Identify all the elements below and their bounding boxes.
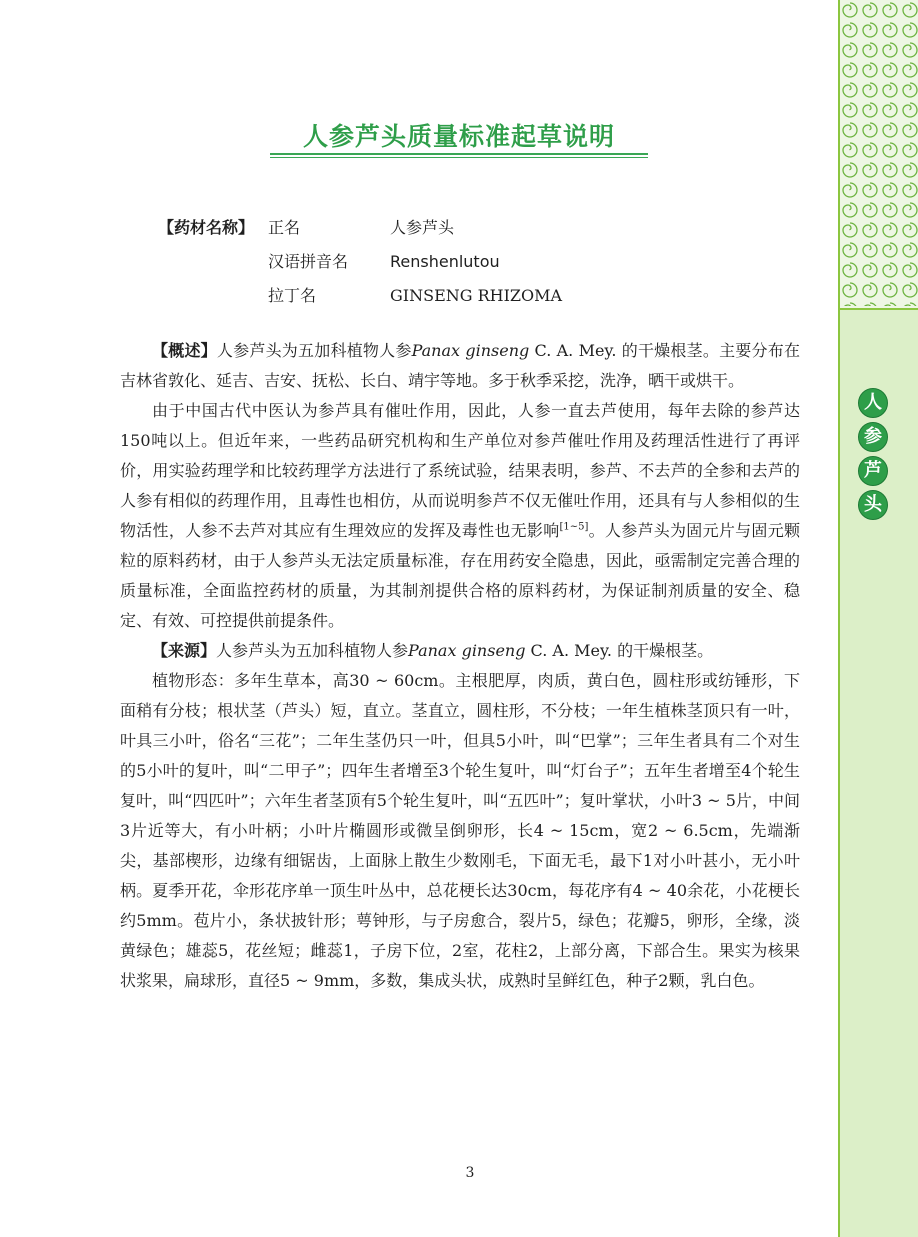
- latin-name: Panax ginseng: [411, 341, 530, 360]
- source-tag: 【来源】: [152, 641, 217, 660]
- name-label: 汉语拼音名: [268, 252, 349, 271]
- history-text: 由于中国古代中医认为参芦具有催吐作用，因此，人参一直去芦使用，每年去除的参芦达150吨以上。但近年来，一些药品研究机构和生产单位对参芦催吐作用及药理活性进行了再评价，用实验药理学和比较药理学方法进行了系统试验，结果表明，参芦、不去芦的全参和去芦的人参有相似的药理作用，且毒性也相仿，从而说明参芦不仅无催吐作用，还具有与人参相似的生物活性，人参不去芦对其应有生理效应的发挥及毒性也无影响: [120, 401, 800, 540]
- side-title: [858, 388, 888, 524]
- history-text-cont: 。人参芦头为固元片与固元颗粒的原料药材，由于人参芦头无法定质量标准，存在用药安全隐患，因此，亟需制定完善合理的质量标准，全面监控药材的质量，为其制剂提供合格的原料药材，为保证制剂质量的安全、稳定、有效、可控提供前提条件。: [120, 521, 800, 630]
- side-title-char: 人: [858, 388, 888, 418]
- side-band: [838, 0, 918, 1237]
- source-text-cont: C. A. Mey. 的干燥根茎。: [525, 641, 714, 660]
- name-label: 拉丁名: [268, 286, 317, 305]
- body-text: [120, 336, 800, 996]
- name-value: GINSENG RHIZOMA: [390, 286, 563, 305]
- side-title-char: 头: [858, 490, 888, 520]
- title-underline-thin: [270, 157, 648, 158]
- overview-text: 人参芦头为五加科植物人参: [216, 341, 412, 360]
- name-value: 人参芦头: [390, 218, 455, 237]
- history-paragraph: [120, 396, 800, 636]
- side-title-char: 芦: [858, 456, 888, 486]
- side-title-char: 参: [858, 422, 888, 452]
- reference-mark: [1~5]: [559, 521, 589, 533]
- page-title: 人参芦头质量标准起草说明: [302, 122, 615, 151]
- source-text: 人参芦头为五加科植物人参: [216, 641, 409, 660]
- overview-paragraph: [120, 336, 800, 396]
- latin-name: Panax ginseng: [408, 641, 526, 660]
- name-label: 正名: [268, 218, 301, 237]
- morphology-paragraph: 植物形态：多年生草本，高30 ~ 60cm。主根肥厚，肉质，黄白色，圆柱形或纺锤形，下面稍有分枝；根状茎（芦头）短，直立。茎直立，圆柱形，不分枝；一年生植株茎顶只有一叶，叶具三小叶，俗名“三花”；二年生茎仍只一叶，但具5小叶，叫“巴掌”；三年生者具有二个对生的5小叶的复叶，叫“二甲子”；四年生者增至3个轮生复叶，叫“灯台子”；五年生者增至4个轮生复叶，叫“四匹叶”；六年生者茎顶有5个轮生复叶，叫“五匹叶”；复叶掌状，小叶3 ~ 5片，中间3片近等大，有小叶柄；小叶片椭圆形或微呈倒卵形，长4 ~ 15cm，宽2 ~ 6.5cm，先端渐尖，基部楔形，边缘有细锯齿，上面脉上散生少数刚毛，下面无毛，最下1对小叶甚小，无小叶柄。夏季开花，伞形花序单一顶生叶丛中，总花梗长达30cm，每花序有4 ~ 40余花，小花梗长约5mm。苞片小，条状披针形；萼钟形，与子房愈合，裂片5，绿色；花瓣5，卵形，全缘，淡黄绿色；雄蕊5，花丝短；雌蕊1，子房下位，2室，花柱2，上部分离，下部合生。果实为核果状浆果，扁球形，直径5 ~ 9mm，多数，集成头状，成熟时呈鲜红色，种子2颗，乳白色。: [120, 671, 800, 990]
- swirl-pattern-icon: [840, 0, 918, 310]
- name-section-heading: 【药材名称】: [158, 218, 255, 237]
- overview-tag: 【概述】: [152, 341, 217, 360]
- source-paragraph: [120, 636, 800, 666]
- overview-text-cont: C. A. Mey. 的干燥根茎。主要分布在吉林省敦化、延吉、吉安、抚松、长白、靖宇等地。多于秋季采挖，洗净，晒干或烘干。: [120, 341, 800, 390]
- name-value: Renshenlutou: [390, 252, 500, 271]
- title-underline: [270, 153, 648, 155]
- page-number: 3: [465, 1165, 475, 1181]
